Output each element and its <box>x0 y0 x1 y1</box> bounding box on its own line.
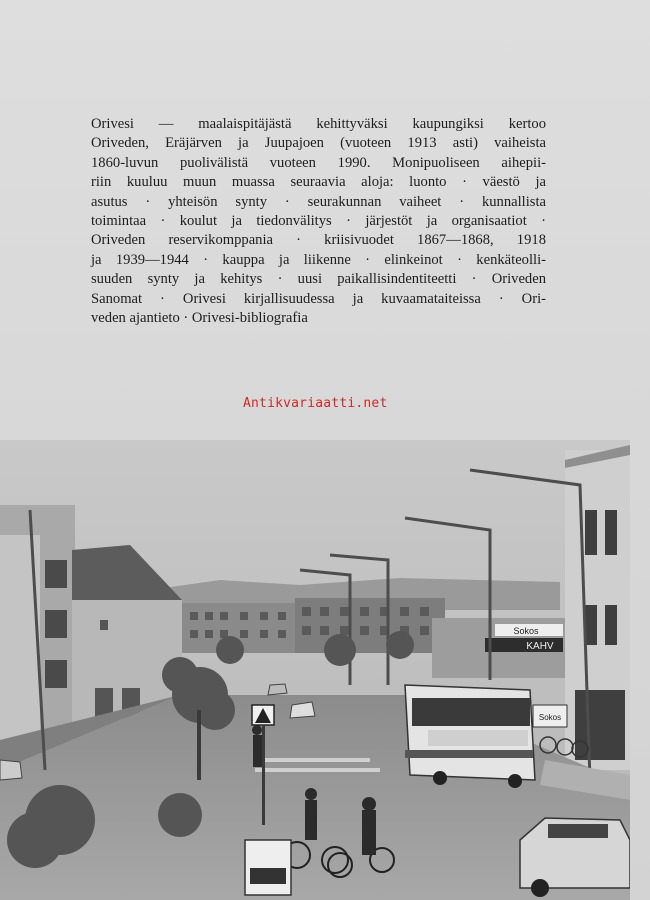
blurb-line: riin kuuluu muun muassa seuraavia aloja: luonto · väestö ja <box>91 174 546 191</box>
blurb-line: suuden synty ja kehitys · uusi paikallisindentiteetti · Oriveden <box>91 271 546 288</box>
blurb-line: Oriveden, Eräjärven ja Juupajoen (vuoteen 1913 asti) vaiheista <box>91 135 546 152</box>
watermark-text: Antikvariaatti.net <box>243 396 388 411</box>
blurb-line: Oriveden reservikomppania · kriisivuodet 1867—1868, 1918 <box>91 232 546 249</box>
blurb-line: Sanomat · Orivesi kirjallisuudessa ja kuvaamataiteissa · Ori- <box>91 290 546 307</box>
blurb-line: toimintaa · koulut ja tiedonvälitys · järjestöt ja organisaatiot · <box>91 213 546 230</box>
blurb-line: 1860-luvun puolivälistä vuoteen 1990. Monipuoliseen aihepii- <box>91 154 546 171</box>
blurb-line: veden ajantieto · Orivesi-bibliografia <box>91 310 308 327</box>
cover-blurb <box>91 115 546 328</box>
blurb-line: asutus · yhteisön synty · seurakunnan vaiheet · kunnallista <box>91 193 546 210</box>
blurb-line: ja 1939—1944 · kauppa ja liikenne · elinkeinot · kenkäteolli- <box>91 251 546 268</box>
blurb-line: Orivesi — maalaispitäjästä kehittyväksi kaupungiksi kertoo <box>91 116 546 132</box>
shop-sign-text: Sokos <box>538 713 562 722</box>
street-photograph <box>0 440 630 900</box>
shop-sign-text: KAHV <box>526 641 554 652</box>
shop-sign-text: Sokos <box>513 626 539 636</box>
